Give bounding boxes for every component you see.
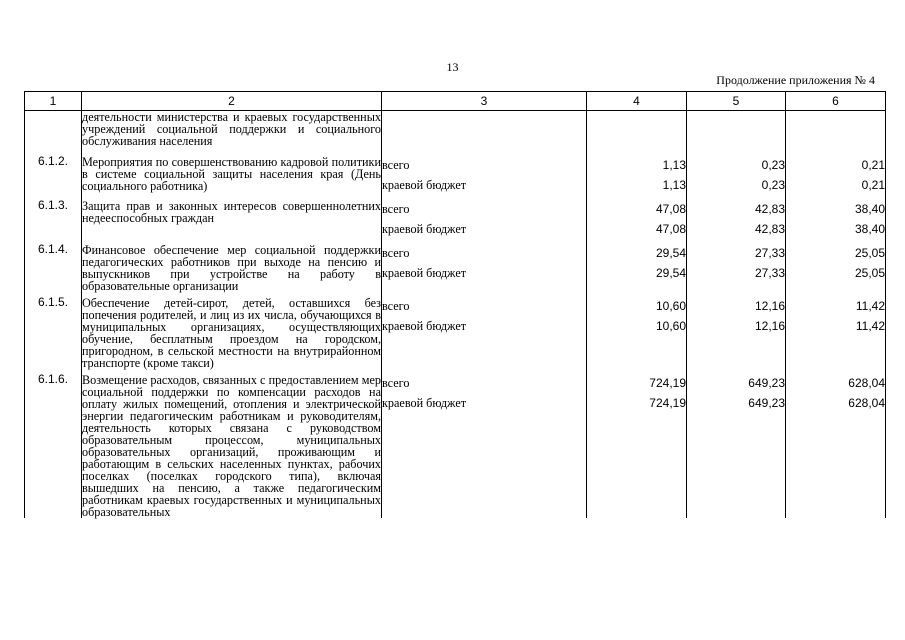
value-col5: 42,83 xyxy=(754,222,785,236)
value-col4: 47,08 xyxy=(655,222,686,236)
value-col4: 47,08 xyxy=(655,202,686,216)
row-description: деятельности министерства и краевых государственных учреждений социальной поддержки и социального обслуживания населения xyxy=(82,110,381,148)
funding-source: краевой бюджет xyxy=(382,178,467,192)
value-col5: 42,83 xyxy=(754,202,785,216)
budget-table xyxy=(24,91,886,518)
row-description: Финансовое обеспечение мер социальной поддержки педагогических работников при выходе на пенсию и выпускников при устройстве на работу в образовательные организации xyxy=(82,243,381,293)
row-code: 6.1.6. xyxy=(25,369,82,518)
row-code xyxy=(25,111,82,152)
value-col5: 27,33 xyxy=(754,246,785,260)
row-description: Обеспечение детей-сирот, детей, оставшихся без попечения родителей, и лиц из их числа, обучающихся в муниципальных организациях, осуществляющих обучение, бесплатным проездом на городском, пригородном, в сельской местности на внутрирайонном транспорте (кроме такси) xyxy=(82,296,381,370)
value-col4: 1,13 xyxy=(662,178,686,192)
funding-source: краевой бюджет xyxy=(382,266,467,280)
value-col5: 0,23 xyxy=(761,178,785,192)
value-col4: 10,60 xyxy=(655,299,686,313)
column-header: 3 xyxy=(382,92,587,111)
column-header: 4 xyxy=(587,92,687,111)
value-col6: 11,42 xyxy=(855,319,885,333)
funding-source: всего xyxy=(382,202,410,216)
row-description: Возмещение расходов, связанных с предоставлением мер социальной поддержки по компенсации расходов на оплату жилых помещений, отопления и электрической энергии педагогическим работникам и руководителям, деятельность которых связана с руководством образовательным процессом, муниципальных образовательных организаций, проживающим и работающим в сельских населенных пунктах, рабочих поселках (поселках городского типа), включая вышедших на пенсию, а также педагогическим работникам краевых государственных и муниципальных образовательных xyxy=(82,373,381,519)
value-col4: 724,19 xyxy=(649,376,686,390)
value-col5: 12,16 xyxy=(754,319,785,333)
value-col5: 27,33 xyxy=(754,266,785,280)
row-code: 6.1.4. xyxy=(25,239,82,292)
value-col6: 0,21 xyxy=(861,178,885,192)
funding-source: всего xyxy=(382,158,410,172)
table-row xyxy=(25,151,886,195)
table-row xyxy=(25,195,886,239)
value-col5: 0,23 xyxy=(761,158,785,172)
value-col4: 1,13 xyxy=(662,158,686,172)
row-code: 6.1.3. xyxy=(25,195,82,239)
value-col6: 628,04 xyxy=(848,376,885,390)
funding-source: всего xyxy=(382,246,410,260)
value-col6: 11,42 xyxy=(855,299,885,313)
row-code: 6.1.2. xyxy=(25,151,82,195)
value-col5: 649,23 xyxy=(748,396,785,410)
value-col4: 724,19 xyxy=(649,396,686,410)
value-col4: 29,54 xyxy=(655,266,686,280)
funding-source: всего xyxy=(382,376,410,390)
funding-source: краевой бюджет xyxy=(382,222,467,236)
row-code: 6.1.5. xyxy=(25,292,82,369)
value-col6: 25,05 xyxy=(854,246,885,260)
value-col6: 25,05 xyxy=(854,266,885,280)
row-description: Мероприятия по совершенствованию кадровой политики в системе социальной защиты населения края (День социального работника) xyxy=(82,155,381,193)
column-header: 2 xyxy=(82,92,382,111)
table-row xyxy=(25,369,886,518)
row-description: Защита прав и законных интересов совершеннолетних недееспособных граждан xyxy=(82,199,381,225)
value-col6: 38,40 xyxy=(854,222,885,236)
table-row xyxy=(25,292,886,369)
funding-source: краевой бюджет xyxy=(382,396,467,410)
value-col6: 38,40 xyxy=(854,202,885,216)
value-col6: 0,21 xyxy=(861,158,885,172)
funding-source: всего xyxy=(382,299,410,313)
value-col5: 12,16 xyxy=(754,299,785,313)
value-col6: 628,04 xyxy=(848,396,885,410)
funding-source: краевой бюджет xyxy=(382,319,467,333)
table-header xyxy=(25,92,886,111)
column-header: 6 xyxy=(786,92,886,111)
table-row xyxy=(25,239,886,292)
table-row xyxy=(25,111,886,152)
column-header: 1 xyxy=(25,92,82,111)
column-header: 5 xyxy=(687,92,786,111)
value-col4: 10,60 xyxy=(655,319,686,333)
value-col4: 29,54 xyxy=(655,246,686,260)
page-number: 13 xyxy=(446,60,459,74)
continuation-label: Продолжение приложения № 4 xyxy=(716,73,875,87)
value-col5: 649,23 xyxy=(748,376,785,390)
